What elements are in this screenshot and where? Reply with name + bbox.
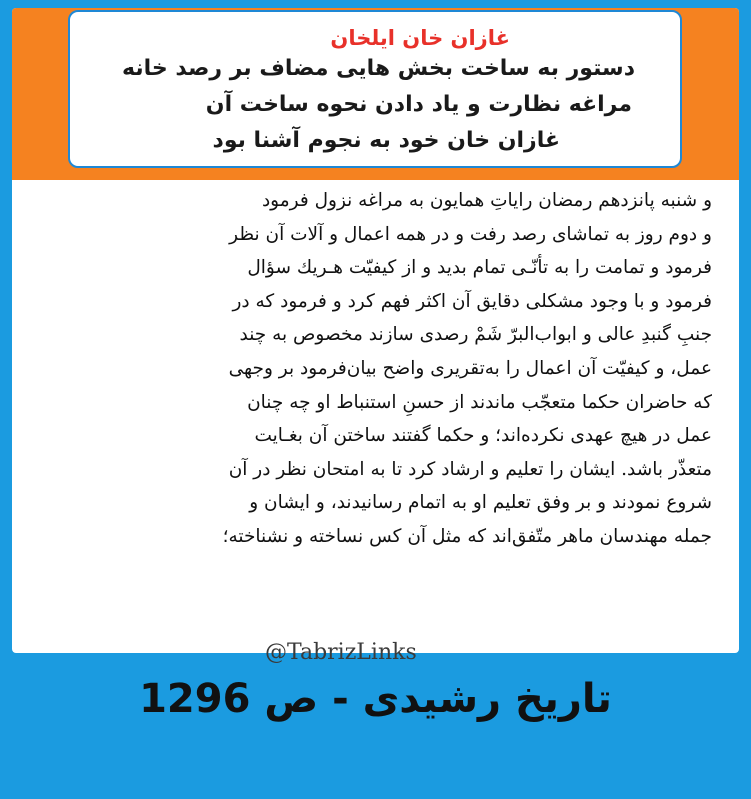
header-line-1: دستور به ساخت بخش هایی مضاف بر رصد خانه bbox=[122, 56, 635, 81]
header-band bbox=[12, 8, 739, 180]
body-text bbox=[40, 184, 712, 554]
body-line: که حاضران حکما متعجّب ماندند از حسنِ استنباط او چه چنان bbox=[247, 391, 712, 413]
body-line: جمله مهندسان ماهر متّفق‌اند که مثل آن کس نساخته و نشناخته؛ bbox=[222, 525, 712, 547]
body-line: عمل، و کیفیّت آن اعمال را به‌تقریری واضح بیان‌فرمود بر وجهی bbox=[228, 357, 712, 379]
header-title: غازان خان ایلخان bbox=[330, 26, 510, 50]
body-line: جنبِ گنبدِ عالی و ابواب‌البرّ شَمْ رصدی سازند مخصوص به چند bbox=[239, 324, 712, 346]
body-line: و شنبه پانزدهم رمضان رایاتِ همایون به مراغه نزول فرمود bbox=[261, 190, 712, 211]
header-line-3: غازان خان خود به نجوم آشنا بود bbox=[212, 128, 560, 153]
body-line: و دوم روز به تماشای رصد رفت و در همه اعمال و آلات آن نظر bbox=[229, 223, 712, 245]
source-citation: تاریخ رشیدی - ص 1296 bbox=[139, 676, 612, 722]
body-line: شروع نمودند و بر وفق تعلیم او به اتمام رسانیدند، و ایشان و bbox=[249, 492, 712, 514]
watermark: @TabrizLinks bbox=[265, 640, 417, 665]
body-line: فرمود و با وجود مشکلی دقایق آن اکثر فهم کرد و فرمود که در bbox=[232, 290, 712, 312]
header-line-2: مراغه نظارت و یاد دادن نحوه ساخت آن bbox=[205, 92, 632, 117]
body-line: عمل در هیچ عهدی نکرده‌اند؛ و حکما گفتند ساختن آن بغـایت bbox=[254, 425, 712, 447]
document-card bbox=[12, 8, 739, 653]
body-line: فرمود و تمامت را به تأنّـی تمام بدید و از کیفیّت هـریك سؤال bbox=[247, 257, 712, 279]
header-box bbox=[68, 10, 682, 168]
body-line: متعذّر باشد. ایشان را تعلیم و ارشاد کرد تا به امتحان نظر در آن bbox=[228, 458, 712, 480]
